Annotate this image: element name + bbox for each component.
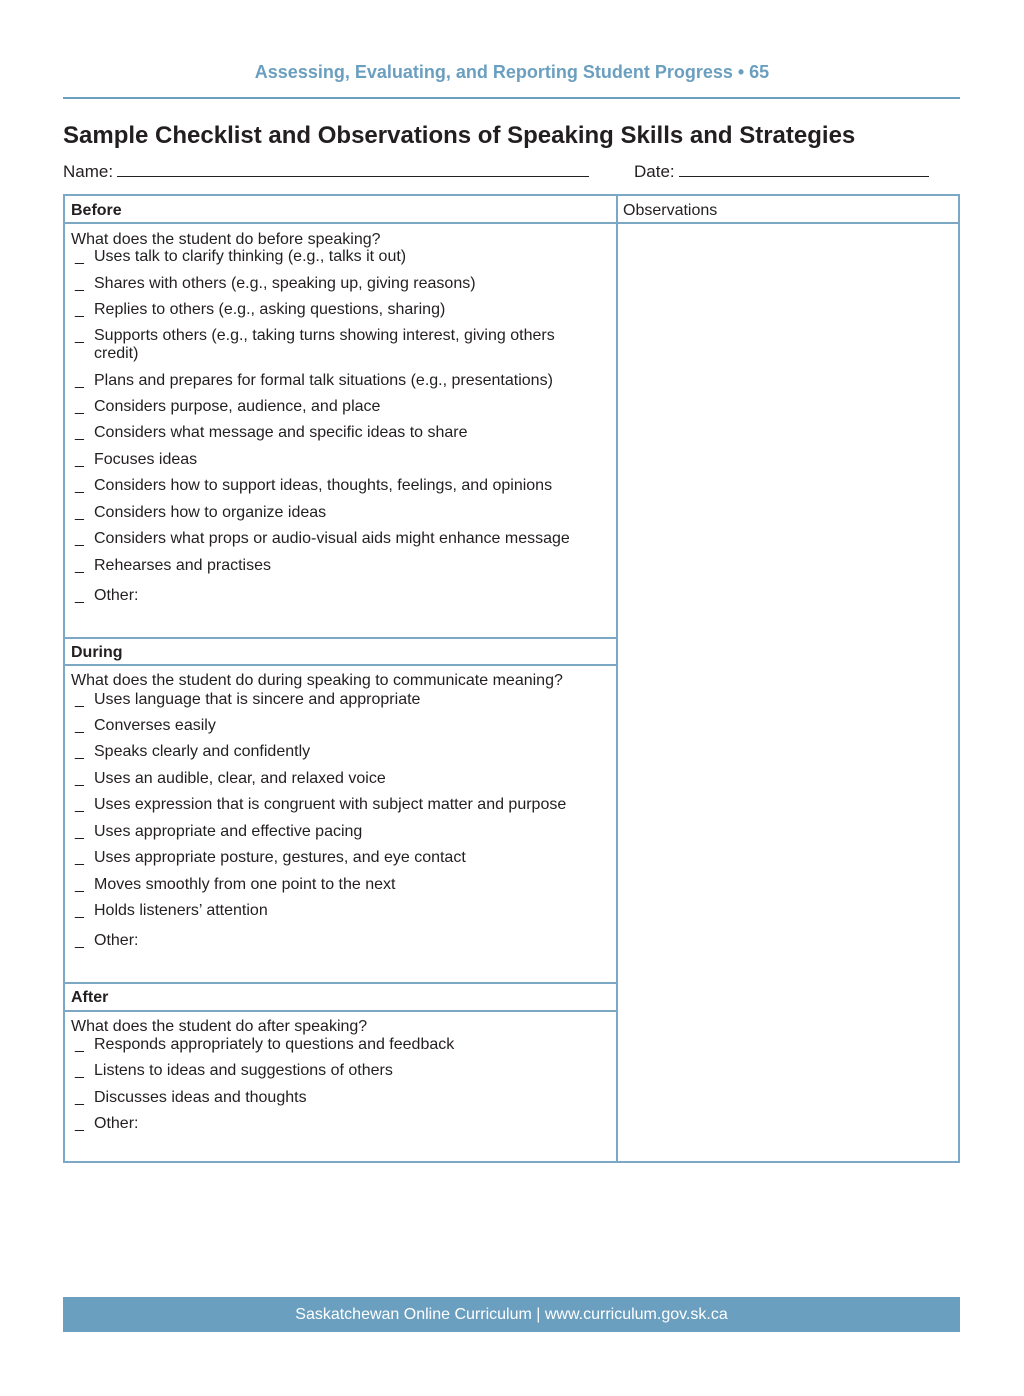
checklist-item-label: Discusses ideas and thoughts <box>94 1089 307 1106</box>
checklist-item[interactable] <box>75 504 595 522</box>
checklist-item-label: Considers purpose, audience, and place <box>94 398 381 415</box>
during-question: What does the student do during speaking to communicate meaning? <box>71 672 563 689</box>
checklist-item-label: Plans and prepares for formal talk situations (e.g., presentations) <box>94 372 553 389</box>
check-blank: _ <box>75 717 84 734</box>
checklist-item[interactable] <box>75 876 595 894</box>
checklist-item[interactable] <box>75 248 595 266</box>
checklist-item[interactable] <box>75 477 595 495</box>
check-blank: _ <box>75 372 84 389</box>
after-top-rule <box>65 982 618 984</box>
checklist-item-label: Converses easily <box>94 717 216 734</box>
checklist-item-label: Uses talk to clarify thinking (e.g., talks it out) <box>94 248 407 265</box>
checklist-item[interactable] <box>75 275 595 293</box>
after-heading: After <box>71 989 109 1006</box>
check-blank: _ <box>75 424 84 441</box>
check-blank: _ <box>75 876 84 893</box>
check-blank: _ <box>75 301 84 318</box>
check-blank: _ <box>75 823 84 840</box>
page-title: Sample Checklist and Observations of Speaking Skills and Strategies <box>63 122 856 149</box>
during-heading: During <box>71 644 123 661</box>
check-blank: _ <box>75 327 84 344</box>
check-blank: _ <box>75 691 84 708</box>
checklist-table <box>63 194 960 1163</box>
checklist-item[interactable] <box>75 823 595 841</box>
checklist-item[interactable] <box>75 932 595 950</box>
checklist-item[interactable] <box>75 327 595 363</box>
checklist-item-label: Other: <box>94 587 139 604</box>
during-head-rule <box>65 664 618 666</box>
running-header: Assessing, Evaluating, and Reporting Student Progress • 65 <box>254 62 770 82</box>
checklist-item-label: Uses language that is sincere and appropriate <box>94 691 421 708</box>
checklist-item-label: Considers what message and specific ideas to share <box>94 424 468 441</box>
checklist-item-label: Focuses ideas <box>94 451 198 468</box>
checklist-item-label: Uses appropriate posture, gestures, and eye contact <box>94 849 466 866</box>
check-blank: _ <box>75 504 84 521</box>
checklist-item[interactable] <box>75 1089 595 1107</box>
checklist-item[interactable] <box>75 770 595 788</box>
checklist-item-label: Considers how to support ideas, thoughts, feelings, and opinions <box>94 477 553 494</box>
checklist-item[interactable] <box>75 691 595 709</box>
checklist-item[interactable] <box>75 849 595 867</box>
header-rule <box>63 97 960 99</box>
checklist-item-label: Supports others (e.g., taking turns showing interest, giving others credit) <box>94 327 555 362</box>
before-question: What does the student do before speaking? <box>71 231 381 248</box>
checklist-item[interactable] <box>75 301 595 319</box>
check-blank: _ <box>75 796 84 813</box>
date-field <box>634 161 929 183</box>
during-top-rule <box>65 637 618 639</box>
checklist-item[interactable] <box>75 1036 595 1054</box>
check-blank: _ <box>75 398 84 415</box>
check-blank: _ <box>75 248 84 265</box>
before-heading: Before <box>71 202 122 219</box>
footer-bar: Saskatchewan Online Curriculum | www.curriculum.gov.sk.ca <box>63 1297 960 1332</box>
checklist-item[interactable] <box>75 1115 595 1133</box>
name-line[interactable] <box>117 161 589 177</box>
date-line[interactable] <box>679 161 929 177</box>
checklist-item[interactable] <box>75 796 595 814</box>
check-blank: _ <box>75 1115 84 1132</box>
checklist-item-label: Holds listeners’ attention <box>94 902 268 919</box>
checklist-item[interactable] <box>75 1062 595 1080</box>
check-blank: _ <box>75 932 84 949</box>
check-blank: _ <box>75 743 84 760</box>
name-field <box>63 161 589 183</box>
checklist-item[interactable] <box>75 451 595 469</box>
check-blank: _ <box>75 1089 84 1106</box>
checklist-item-label: Listens to ideas and suggestions of others <box>94 1062 393 1079</box>
check-blank: _ <box>75 902 84 919</box>
checklist-item-label: Considers what props or audio-visual aids might enhance message <box>94 530 570 547</box>
checklist-item-label: Uses an audible, clear, and relaxed voice <box>94 770 386 787</box>
date-label: Date: <box>634 162 675 181</box>
check-blank: _ <box>75 477 84 494</box>
checklist-item-label: Uses appropriate and effective pacing <box>94 823 363 840</box>
checklist-item[interactable] <box>75 743 595 761</box>
checklist-item-label: Speaks clearly and confidently <box>94 743 311 760</box>
checklist-item[interactable] <box>75 398 595 416</box>
checklist-item-label: Moves smoothly from one point to the next <box>94 876 396 893</box>
checklist-item[interactable] <box>75 587 595 605</box>
checklist-item-label: Responds appropriately to questions and feedback <box>94 1036 455 1053</box>
observations-area[interactable] <box>618 224 958 1161</box>
check-blank: _ <box>75 530 84 547</box>
check-blank: _ <box>75 849 84 866</box>
checklist-item-label: Considers how to organize ideas <box>94 504 327 521</box>
checklist-item[interactable] <box>75 530 595 548</box>
checklist-item-label: Shares with others (e.g., speaking up, giving reasons) <box>94 275 476 292</box>
check-blank: _ <box>75 1062 84 1079</box>
checklist-item-label: Replies to others (e.g., asking questions, sharing) <box>94 301 446 318</box>
checklist-item[interactable] <box>75 717 595 735</box>
check-blank: _ <box>75 770 84 787</box>
checklist-item-label: Other: <box>94 1115 139 1132</box>
check-blank: _ <box>75 275 84 292</box>
checklist-item[interactable] <box>75 902 595 920</box>
check-blank: _ <box>75 1036 84 1053</box>
checklist-item[interactable] <box>75 372 595 390</box>
check-blank: _ <box>75 587 84 604</box>
checklist-item[interactable] <box>75 424 595 442</box>
checklist-item-label: Uses expression that is congruent with subject matter and purpose <box>94 796 567 813</box>
checklist-item-label: Rehearses and practises <box>94 557 271 574</box>
check-blank: _ <box>75 451 84 468</box>
check-blank: _ <box>75 557 84 574</box>
after-head-rule <box>65 1010 618 1012</box>
name-label: Name: <box>63 162 114 181</box>
checklist-item[interactable] <box>75 557 595 575</box>
checklist-item-label: Other: <box>94 932 139 949</box>
after-question: What does the student do after speaking? <box>71 1018 368 1035</box>
observations-heading: Observations <box>623 202 718 219</box>
